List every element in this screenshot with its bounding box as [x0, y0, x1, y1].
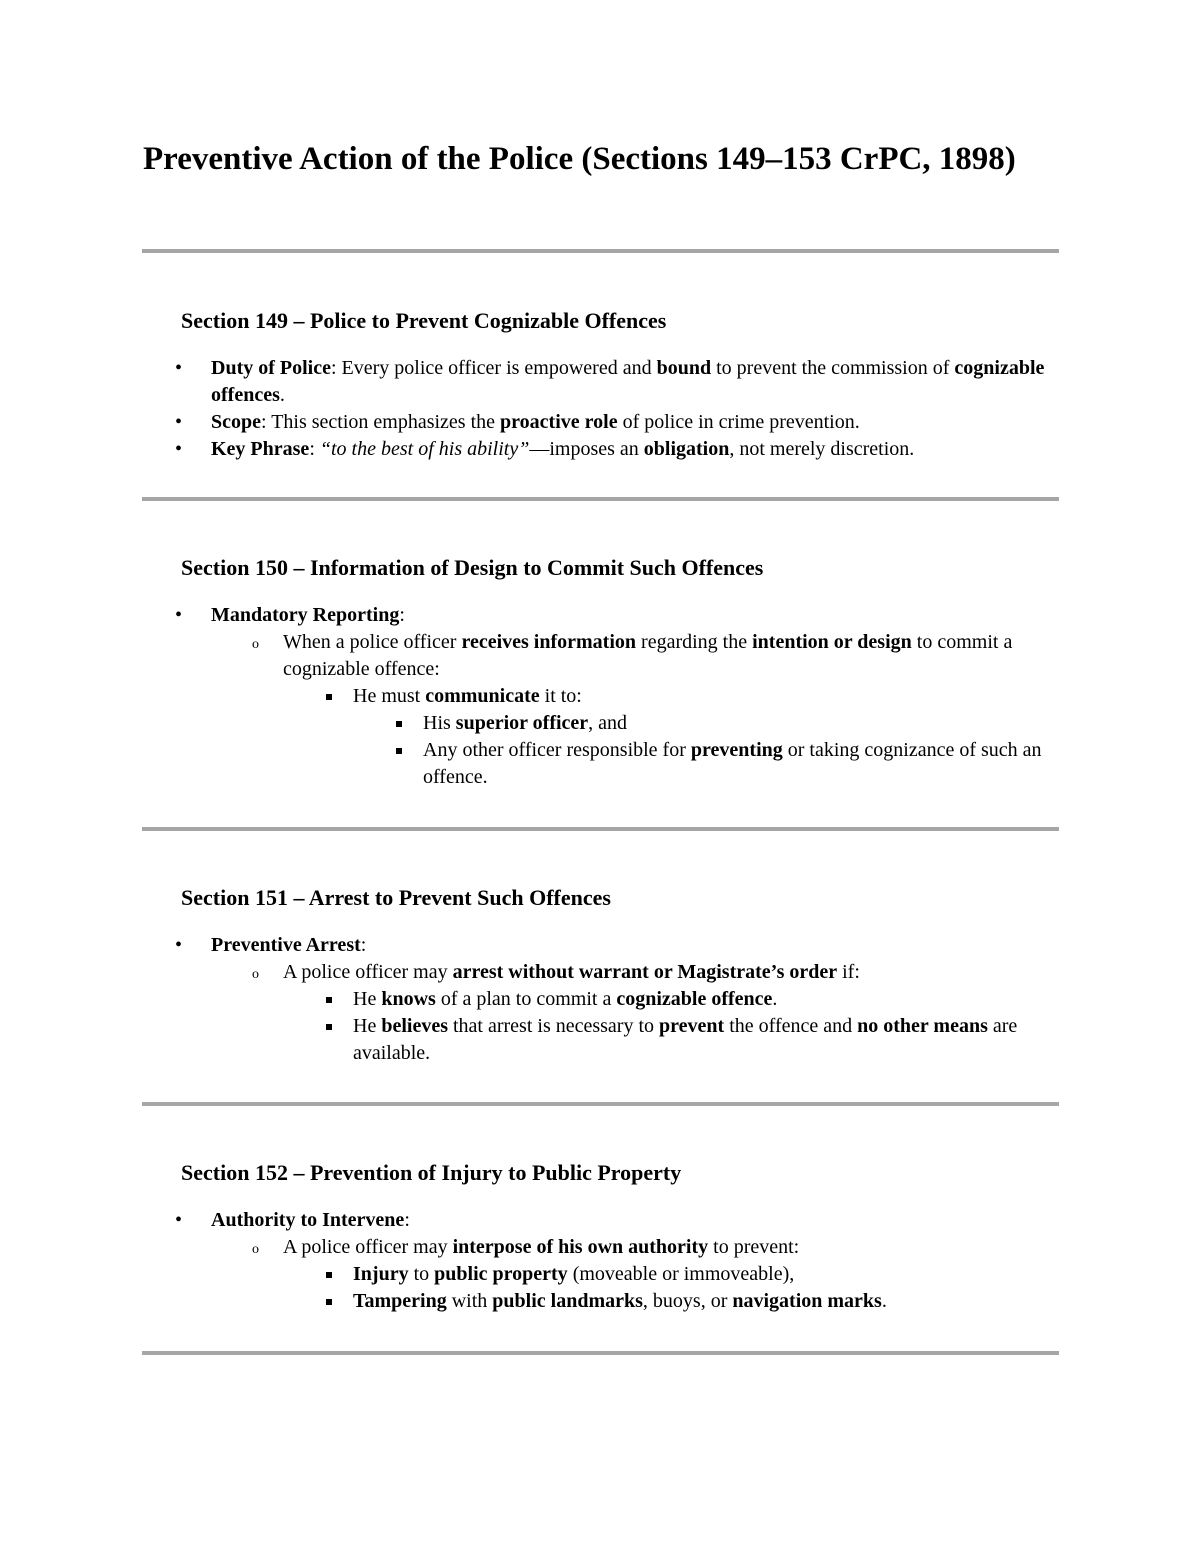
sub-list	[323, 986, 1071, 1067]
list-item: • Mandatory Reporting: o When a police officer receives information regarding the intention or design to commit a cognizable offence: He must communicate it to: His superior officer, and Any other officer responsible for preventing or taking cognizance of such an offence.	[181, 602, 1071, 791]
sub-list	[253, 629, 1071, 791]
sub-list	[253, 1234, 1071, 1315]
sub-list	[393, 710, 1071, 791]
section-149	[181, 307, 1071, 463]
list-item: • Preventive Arrest: o A police officer may arrest without warrant or Magistrate’s order if: He knows of a plan to commit a cognizable offence. He believes that arrest is necessary to prevent the offence and no other means are available.	[181, 932, 1071, 1067]
list-item: o When a police officer receives information regarding the intention or design to commit a cognizable offence: He must communicate it to: His superior officer, and Any other officer responsible for preventing or taking cognizance of such an offence.	[253, 629, 1071, 791]
sub-list	[323, 683, 1071, 791]
page-title: Preventive Action of the Police (Sections 149–153 CrPC, 1898)	[143, 141, 1016, 177]
divider	[142, 497, 1059, 501]
section-heading: Section 150 – Information of Design to Commit Such Offences	[181, 555, 764, 580]
list-item: • Duty of Police: Every police officer is empowered and bound to prevent the commission of cognizable offences.	[181, 355, 1071, 409]
list-item: He knows of a plan to commit a cognizable offence.	[323, 986, 1071, 1013]
bullet-list	[181, 932, 1071, 1067]
section-heading: Section 151 – Arrest to Prevent Such Offences	[181, 885, 611, 910]
bullet-list	[181, 355, 1071, 463]
list-item: Any other officer responsible for preventing or taking cognizance of such an offence.	[393, 737, 1071, 791]
divider	[142, 1102, 1059, 1106]
list-item: o A police officer may arrest without warrant or Magistrate’s order if: He knows of a plan to commit a cognizable offence. He believes that arrest is necessary to prevent the offence and no other means are available.	[253, 959, 1071, 1067]
section-heading: Section 149 – Police to Prevent Cognizable Offences	[181, 308, 667, 333]
divider	[142, 249, 1059, 253]
section-heading: Section 152 – Prevention of Injury to Public Property	[181, 1160, 682, 1185]
divider	[142, 827, 1059, 831]
list-item: • Scope: This section emphasizes the proactive role of police in crime prevention.	[181, 409, 1071, 436]
list-item: • Key Phrase: “to the best of his ability”—imposes an obligation, not merely discretion.	[181, 436, 1071, 463]
divider	[142, 1351, 1059, 1355]
bullet-list	[181, 1207, 1071, 1315]
list-item: Injury to public property (moveable or immoveable),	[323, 1261, 1071, 1288]
section-151	[181, 884, 1071, 1067]
list-item: o A police officer may interpose of his own authority to prevent: Injury to public property (moveable or immoveable), Tampering with public landmarks, buoys, or navigation marks.	[253, 1234, 1071, 1315]
list-item: He must communicate it to: His superior officer, and Any other officer responsible for preventing or taking cognizance of such an offence.	[323, 683, 1071, 791]
sub-list	[253, 959, 1071, 1067]
section-150	[181, 554, 1071, 791]
sub-list	[323, 1261, 1071, 1315]
bullet-list	[181, 602, 1071, 791]
list-item: He believes that arrest is necessary to prevent the offence and no other means are available.	[323, 1013, 1071, 1067]
list-item: • Authority to Intervene: o A police officer may interpose of his own authority to prevent: Injury to public property (moveable or immoveable), Tampering with public landmarks, buoys, or navigation marks.	[181, 1207, 1071, 1315]
list-item: Tampering with public landmarks, buoys, or navigation marks.	[323, 1288, 1071, 1315]
list-item: His superior officer, and	[393, 710, 1071, 737]
section-152	[181, 1159, 1071, 1315]
